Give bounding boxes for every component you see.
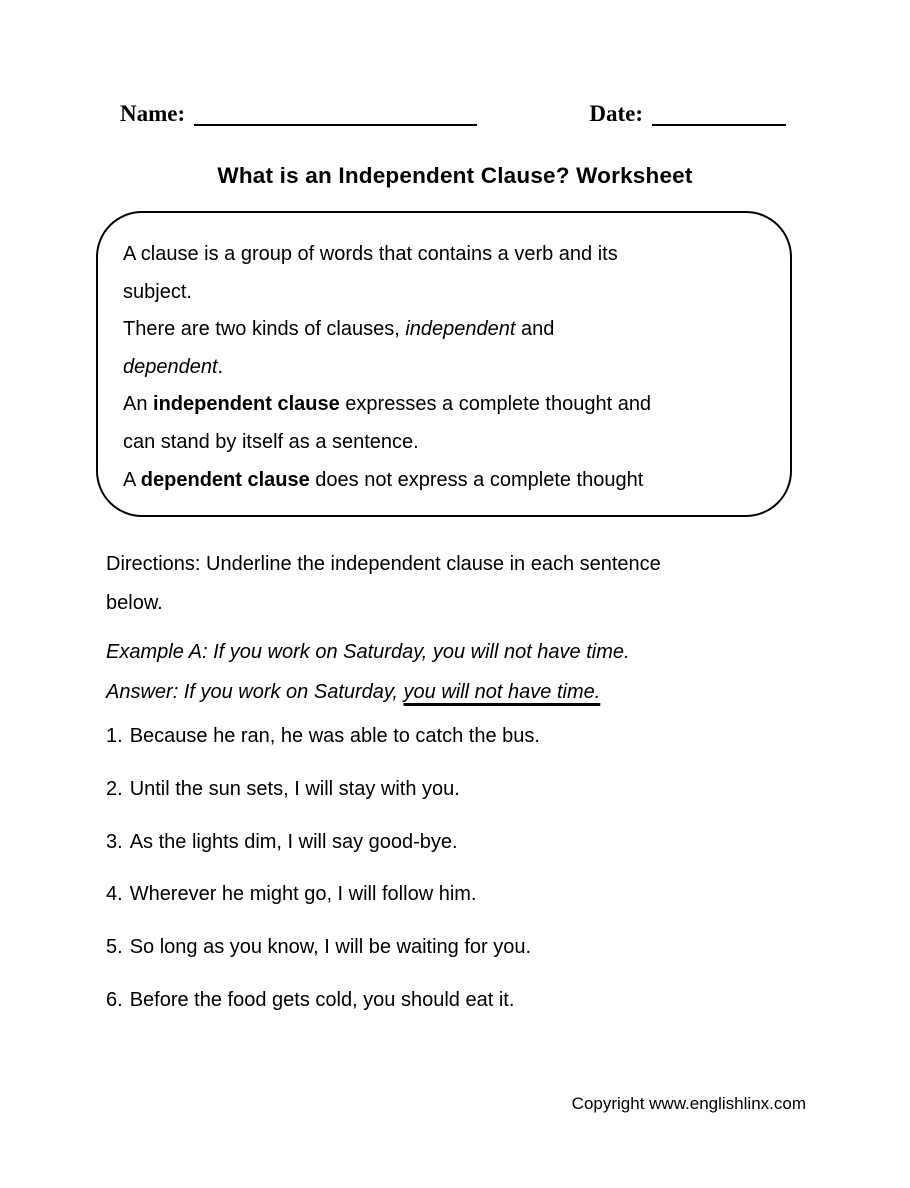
item-sentence: Until the sun sets, I will stay with you.	[129, 777, 460, 800]
name-field	[120, 101, 477, 127]
item-sentence: As the lights dim, I will say good-bye.	[129, 830, 458, 853]
example-block	[106, 633, 630, 712]
example-answer: Answer: If you work on Saturday, you will not have time.	[106, 680, 601, 703]
definition-line: dependent.	[123, 355, 224, 378]
definition-line: A dependent clause does not express a complete thought	[123, 468, 644, 491]
exercise-item	[106, 882, 540, 906]
date-blank-line	[652, 106, 786, 126]
definition-line: A clause is a group of words that contains a verb and its	[123, 243, 618, 265]
answer-underlined-clause: you will not have time.	[403, 680, 601, 703]
definition-line: An independent clause expresses a complete thought and	[123, 393, 652, 416]
item-number: 2.	[106, 777, 123, 800]
definition-line: There are two kinds of clauses, independent and	[123, 318, 555, 341]
exercise-item	[106, 830, 540, 854]
example-sentence: Example A: If you work on Saturday, you will not have time.	[106, 641, 630, 663]
item-number: 1.	[106, 725, 123, 747]
definition-box	[96, 211, 792, 517]
name-blank-line	[194, 106, 477, 126]
copyright-text: Copyright www.englishlinx.com	[571, 1094, 806, 1113]
directions-line: Directions: Underline the independent clause in each sentence	[106, 553, 661, 575]
item-number: 5.	[106, 936, 123, 959]
exercise-item	[106, 935, 540, 959]
item-number: 6.	[106, 988, 123, 1011]
item-sentence: Wherever he might go, I will follow him.	[129, 883, 477, 906]
item-sentence: So long as you know, I will be waiting for you.	[129, 936, 532, 959]
directions-line: below.	[106, 591, 163, 614]
definition-line: subject.	[123, 280, 192, 303]
date-field	[589, 101, 786, 127]
header-row	[120, 101, 786, 127]
item-number: 4.	[106, 883, 123, 906]
item-number: 3.	[106, 830, 123, 853]
page-title: What is an Independent Clause? Worksheet	[217, 163, 693, 188]
exercise-item	[106, 988, 540, 1012]
item-sentence: Before the food gets cold, you should eat it.	[129, 988, 515, 1011]
date-label: Date:	[589, 101, 643, 126]
item-sentence: Because he ran, he was able to catch the bus.	[129, 725, 540, 747]
definition-line: can stand by itself as a sentence.	[123, 430, 419, 453]
exercise-item	[106, 777, 540, 801]
exercise-list	[106, 724, 540, 1041]
directions-text	[106, 545, 661, 622]
name-label: Name:	[120, 101, 186, 126]
exercise-item	[106, 724, 540, 748]
